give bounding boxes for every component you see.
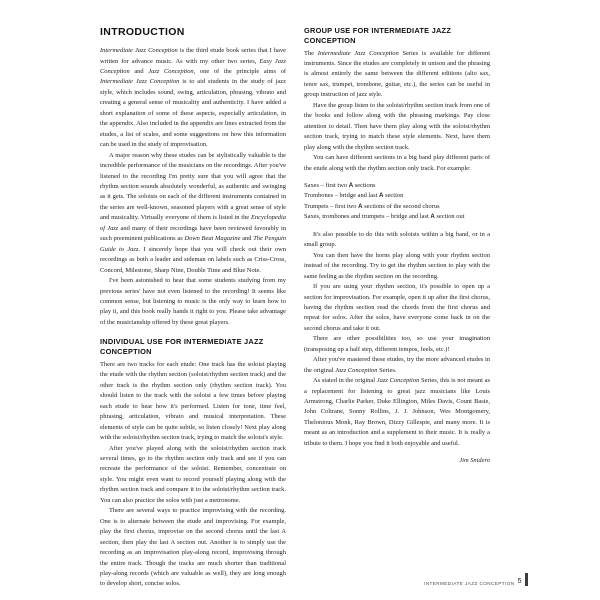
- paragraph: Have the group listen to the soloist/rhythm section track from one of the books and follow along with the phrasing markings. Pay close attention to detail. Then have them play along with the soloist/rhythm section track, trying to match these style elements. Next, have them play along with the rhythm section track.: [304, 101, 490, 151]
- paragraph: There are several ways to practice improvising with the recording. One is to alternate between the etude and improvising. For example, play the first chorus, improvise on the second chorus until the last A section, then play the last A section out. Another is to simply use the recording as an improvisation play-along record, improvising through the entire track. Though the tracks are much shorter than traditional play-along records (which are valuable as well), they are long enough to develop short, concise solos.: [100, 507, 286, 588]
- page-title: INTRODUCTION: [100, 26, 185, 38]
- author-signature: Jim Snidero: [459, 457, 490, 465]
- paragraph: After you've played along with the soloist/rhythm section track several times, go to the rhythm section only track and see if you can recreate the performance of the soloist. Remember, concentrate on style. You might even want to record yourself playing along with the rhythm section track and compare it to the soloist/rhythm section track. You can also practice the solos with just a metronome.: [100, 444, 286, 504]
- paragraph: There are other possibilities too, so use your imagination (transposing up a half step, different tempos, feels, etc.)!: [304, 335, 490, 353]
- section-assignment-list: [304, 181, 490, 223]
- paragraph: A major reason why these etudes can be stylistically valuable is the incredible performance of the musicians on the recordings. After you've listened to the recording I'm pretty sure that you will agree that the rhythm section sounds absolutely wonderful, as authentic and swinging as it gets. The soloists on each of the different instruments contained in the series are well-known, seasoned players with a great sense of style and musicality. Virtually everyone of them is listed in the Encyclopedia of Jazz and many of their recordings have been reviewed favorably in such preeminent publications as Down Beat Magazine and The Penguin Guide to Jazz. I sincerely hope that you will check out their own recordings as both a leader and sideman on labels such as Criss-Cross, Concord, Milestone, Sharp Nine, Double Time and Blue Note.: [100, 151, 287, 274]
- paragraph: You can then have the horns play along with your rhythm section instead of the recording. Try to get the rhythm section to play with the same feeling as the rhythm section on the recording.: [304, 251, 490, 280]
- paragraph: After you've mastered these etudes, try the more advanced etudes in the original Jazz Conception Series.: [304, 356, 490, 374]
- page-number: 5: [517, 578, 522, 585]
- paragraph: As stated in the original Jazz Conception Series, this is not meant as a replacement for listening to great jazz musicians like Louis Armstrong, Charlie Parker, Duke Ellington, Miles Davis, Count Basie, John Coltrane, Sonny Rollins, J. J. Johnson, Wes Montgomery, Thelonious Monk, Ray Brown, Dizzy Gillespie, and many more. It is meant as an introduction and a supplement to their music. It is really a tribute to them. I hope you find it both enjoyable and useful.: [304, 377, 490, 447]
- list-item: Trumpets – first two A sections of the second chorus: [304, 202, 440, 210]
- right-column: [304, 26, 490, 464]
- subsection-heading-individual-use: INDIVIDUAL USE FOR INTERMEDIATE JAZZ CONCEPTION: [100, 337, 264, 357]
- list-item: Saxes – first two A sections: [304, 181, 376, 189]
- paragraph: If you are using your rhythm section, it's possible to open up a section for improvisation. For example, open it up after the first chorus, having the rhythm section read the chords from the first chorus and repeat for solos. After the solos, have everyone come back in on the second chorus and take it out.: [304, 283, 490, 332]
- paragraph: Intermediate Jazz Conception is the third etude book series that I have written for advance music. As with my other two series, Easy Jazz Conception and Jazz Conception, one of the principle aims of Intermediate Jazz Conception is to aid students in the study of jazz style, which includes sound, swing, articulation, phrasing, vibrato and creating a general sense of musicality and authenticity. I have added a short explanation of some of these aspects, especially articulation, in the appendix. Also included in the appendix are lines extracted from the etudes, a list of scales, and some suggestions on how this information can be used in the study of improvisation.: [100, 47, 287, 149]
- footer-rule: [525, 573, 529, 586]
- paragraph: I've been astonished to hear that some students studying from my previous series' have not even listened to the recording! It seems like common sense, but listening to music is the only way to learn how to play it, and this book really hands it right to you. Please take advantage of the musicianship offered by these great players.: [100, 277, 286, 326]
- two-column-layout: [100, 26, 528, 590]
- footer-book-title: INTERMEDIATE JAZZ CONCEPTION: [423, 580, 515, 586]
- left-column: [100, 26, 286, 590]
- list-item: Trombones – bridge and last A section: [304, 192, 404, 200]
- page-footer: [424, 573, 528, 586]
- list-item: Saxes, trombones and trumpets – bridge and last A section out: [304, 213, 465, 221]
- paragraph: The Intermediate Jazz Conception Series is available for different instruments. Since the etudes are completely in unison and the phrasing is almost entirely the same between the different editions (alto sax, tenor sax, trumpet, trombone, guitar, etc.), the series can be useful in group instruction of jazz style.: [304, 49, 490, 99]
- paragraph: You can have different sections in a big band play different parts of the etude along with the rhythm section only track. For example:: [304, 154, 490, 172]
- subsection-heading-group-use: GROUP USE FOR INTERMEDIATE JAZZ CONCEPTION: [304, 26, 452, 45]
- paragraph: It's also possible to do this with soloists within a big band, or in a small group.: [304, 230, 490, 249]
- paragraph: There are two tracks for each etude: One track has the soloist playing the etude with the rhythm section (soloist/rhythm section track) and the other track is the rhythm section only (rhythm section track). You should listen to the track with the soloist a few times before playing each etude to hear how it's performed. Listen for tone, time feel, phrasing, articulation, vibrato and musical interpretation. These elements of style can be quite subtle, so listen closely! Next play along with the soloist/rhythm section track, trying to match the soloist's style.: [100, 360, 286, 442]
